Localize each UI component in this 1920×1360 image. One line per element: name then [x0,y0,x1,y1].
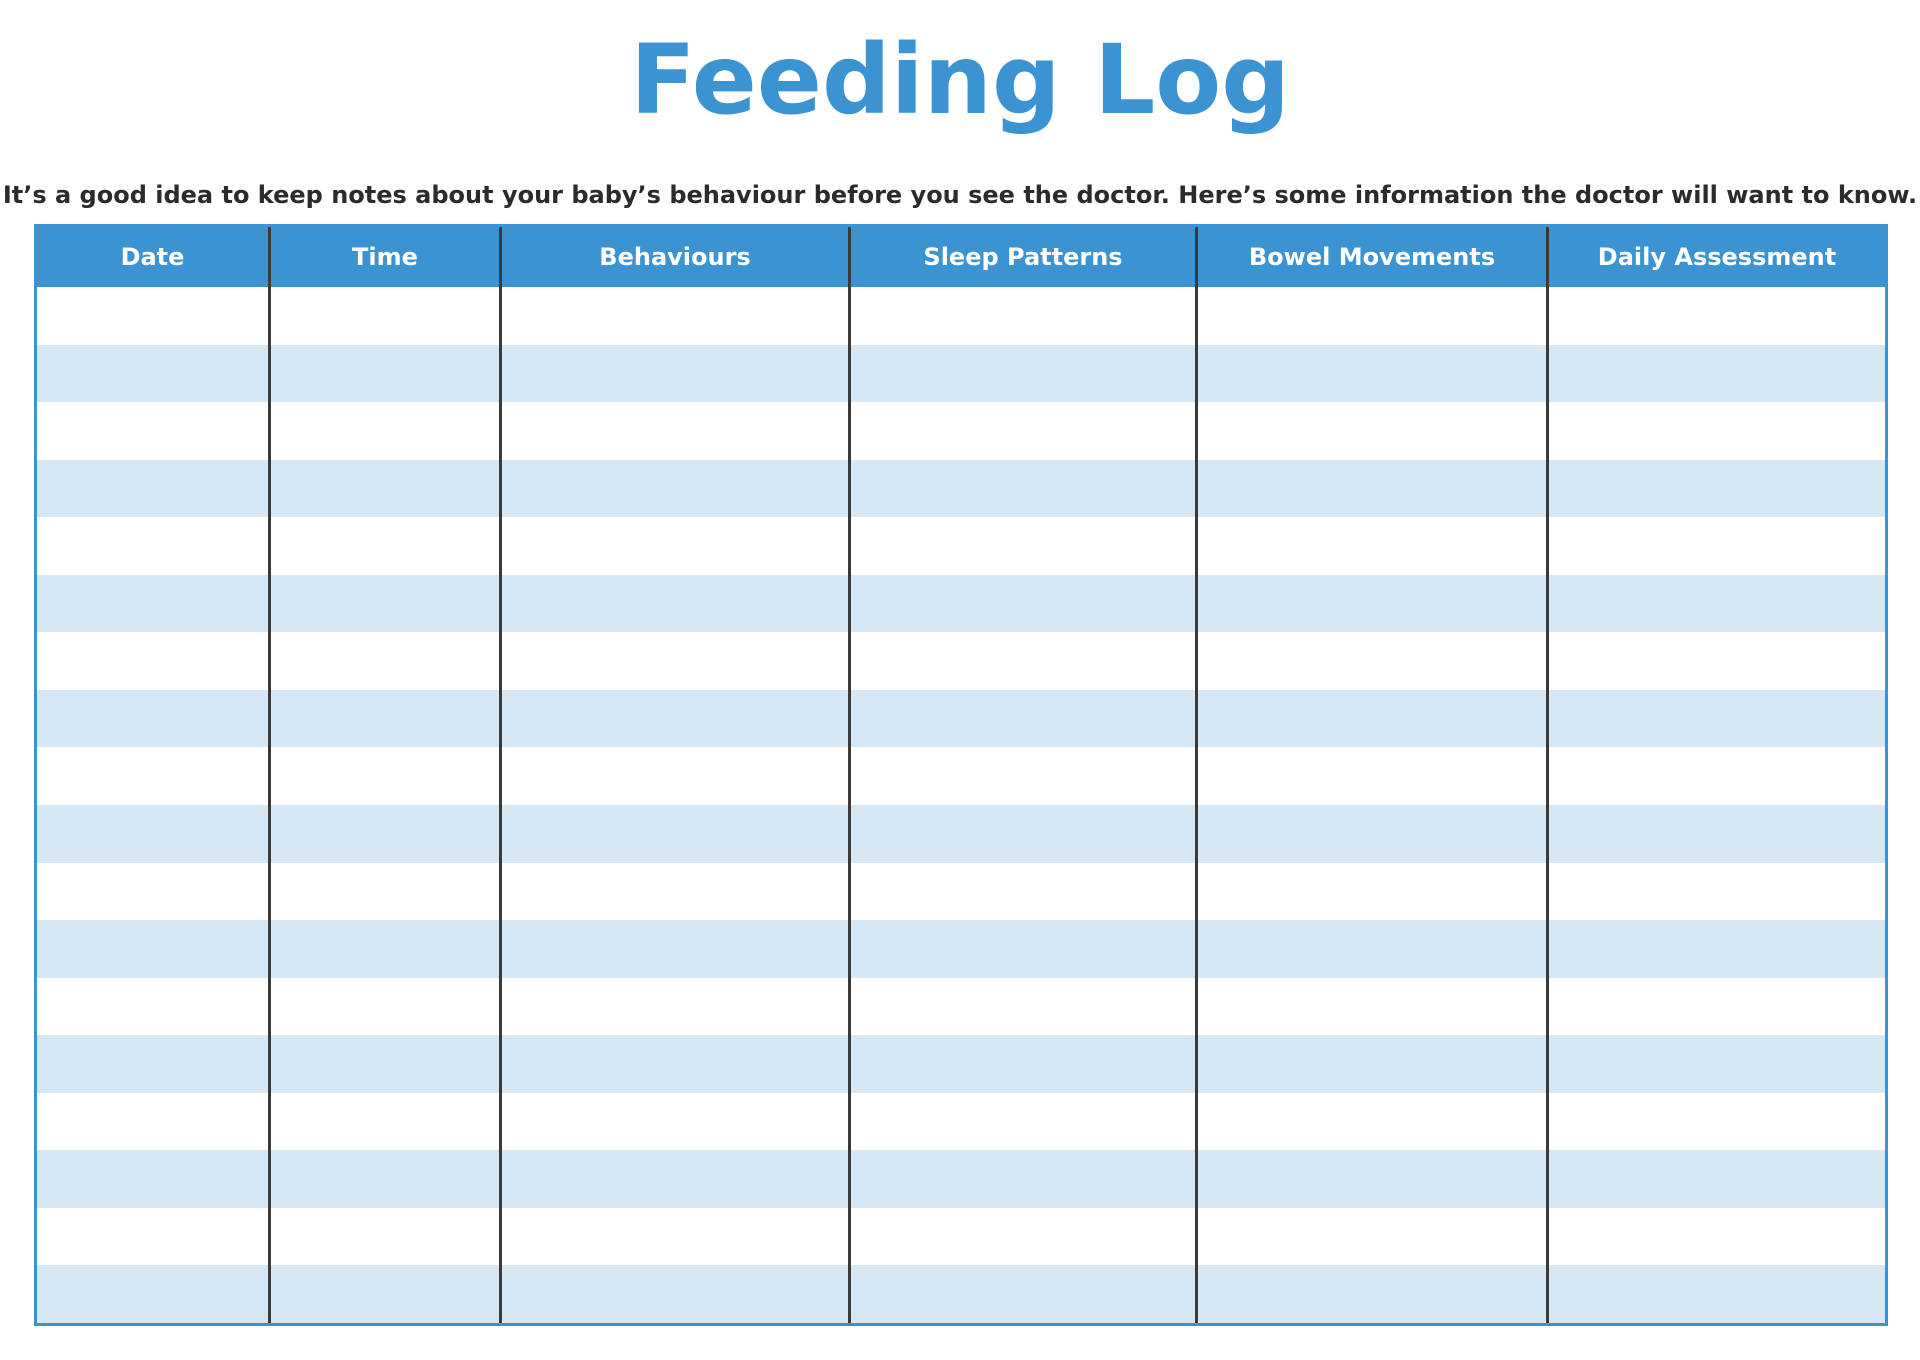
column-divider [1546,227,1549,1323]
table-row [37,1035,1885,1093]
column-header-daily-assessment: Daily Assessment [1597,243,1837,271]
table-row [37,1208,1885,1266]
table-row [37,287,1885,345]
page-subtitle: It’s a good idea to keep notes about your baby’s behaviour before you see the doctor. Here’s some information the doctor will want to know. [2,181,1918,209]
table-body [37,287,1885,1323]
column-divider [499,227,502,1323]
table-row [37,1150,1885,1208]
table-row [37,345,1885,403]
column-header-bowel-movements: Bowel Movements [1248,243,1496,271]
page-title: Feeding Log [630,24,1290,136]
table-row [37,460,1885,518]
table-row [37,805,1885,863]
column-header-time: Time [352,243,418,271]
column-header-behaviours: Behaviours [599,243,751,271]
table-row [37,517,1885,575]
column-header-date: Date [120,243,185,271]
table-row [37,978,1885,1036]
table-header-row [37,227,1885,287]
table-row [37,747,1885,805]
column-header-sleep-patterns: Sleep Patterns [923,243,1123,271]
table-row [37,402,1885,460]
column-divider [848,227,851,1323]
table-row [37,920,1885,978]
table-row [37,690,1885,748]
table-row [37,1265,1885,1323]
table-row [37,632,1885,690]
feeding-log-table [34,224,1888,1326]
table-row [37,863,1885,921]
table-row [37,575,1885,633]
column-divider [1195,227,1198,1323]
table-row [37,1093,1885,1151]
column-divider [268,227,271,1323]
